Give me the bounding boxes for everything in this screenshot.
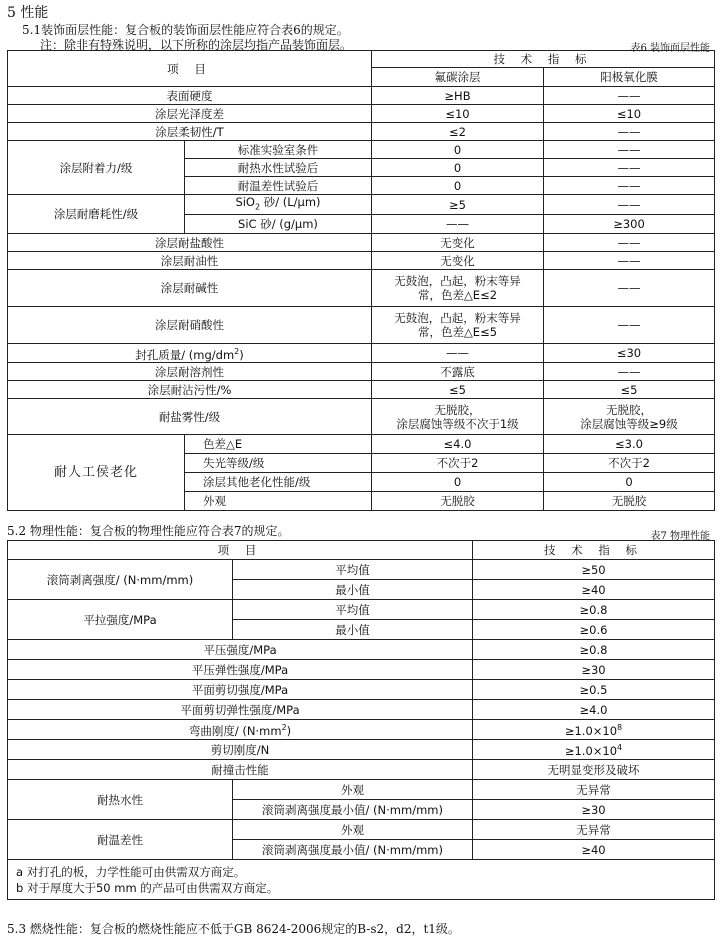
row-label: 剪切刚度/N xyxy=(8,740,473,760)
cell: —— xyxy=(544,307,715,344)
row-label: 耐盐雾性/级 xyxy=(8,399,372,435)
cell: $\ge 1.0\times 10^8$ xyxy=(473,720,715,740)
table-7-physical xyxy=(7,540,715,900)
table-row xyxy=(8,660,715,680)
group-label-peel: 滚筒剥离强度/ (N·mm/mm) xyxy=(8,560,233,600)
row-label: 表面硬度 xyxy=(8,87,372,105)
table-row xyxy=(8,363,715,381)
cell: 无鼓泡，凸起，粉末等异 常，色差△E≤2 xyxy=(372,270,544,307)
cell: ≥30 xyxy=(473,800,715,820)
clause-5-2: 5.2 物理性能：复合板的物理性能应符合表7的规定。 xyxy=(7,524,290,538)
row-label: 涂层耐沾污性/% xyxy=(8,381,372,399)
row-label: 最小值 xyxy=(233,580,473,600)
row-label: 弯曲刚度/ $(N\cdot mm^2)$ xyxy=(8,720,473,740)
table-6-decorative-layer xyxy=(7,50,715,511)
row-label: 滚筒剥离强度最小值/ (N·mm/mm) xyxy=(233,840,473,860)
cell: ≥5 xyxy=(372,195,544,215)
table-row xyxy=(8,720,715,740)
cell: ≥HB xyxy=(372,87,544,105)
table-row xyxy=(8,234,715,252)
cell: ≥0.8 xyxy=(473,600,715,620)
row-label: 涂层耐碱性 xyxy=(8,270,372,307)
row-label: 标准实验室条件 xyxy=(185,141,372,159)
cell: 不次于2 xyxy=(544,454,715,473)
cell: ≥40 xyxy=(473,840,715,860)
group-label-tensile: 平拉强度/MPa xyxy=(8,600,233,640)
cell: 无变化 xyxy=(372,234,544,252)
row-label: 涂层柔韧性/T xyxy=(8,123,372,141)
group-label-heat: 耐热水性 xyxy=(8,780,233,820)
cell: ≤2 xyxy=(372,123,544,141)
cell: —— xyxy=(544,252,715,270)
table-row xyxy=(8,195,715,215)
cell: 无脱胶 xyxy=(544,492,715,511)
table-row xyxy=(8,381,715,399)
row-label: 涂层其他老化性能/级 xyxy=(185,473,372,492)
group-label-abrasion: 涂层耐磨耗性/级 xyxy=(8,195,185,234)
table-row xyxy=(8,270,715,307)
row-label: 平面剪切强度/MPa xyxy=(8,680,473,700)
cell: 无异常 xyxy=(473,820,715,840)
footnote-b: b 对于厚度大于50 mm 的产品可由供需双方商定。 xyxy=(16,880,279,895)
cell: ≤4.0 xyxy=(372,435,544,454)
cell: ≥40 xyxy=(473,580,715,600)
cell: ≥50 xyxy=(473,560,715,580)
table-notes xyxy=(8,860,715,900)
row-label: 封孔质量/ $(mg/dm^2)$ xyxy=(8,344,372,363)
cell: —— xyxy=(544,363,715,381)
row-label: 最小值 xyxy=(233,620,473,640)
cell: —— xyxy=(544,141,715,159)
cell: 无鼓泡，凸起，粉末等异 常，色差△E≤5 xyxy=(372,307,544,344)
row-label: 外观 xyxy=(233,780,473,800)
table-row xyxy=(8,700,715,720)
cell: —— xyxy=(544,87,715,105)
table-row xyxy=(8,780,715,800)
cell: 无脱胶， 涂层腐蚀等级不次于1级 xyxy=(372,399,544,435)
cell: ≥0.8 xyxy=(473,640,715,660)
header-spec: 技 术 指 标 xyxy=(473,541,715,560)
row-label: 耐撞击性能 xyxy=(8,760,473,780)
table-row xyxy=(8,344,715,363)
row-label: 涂层光泽度差 xyxy=(8,105,372,123)
clause-5-3: 5.3 燃烧性能：复合板的燃烧性能应不低于GB 8624-2006规定的B-s2，d2，t1级。 xyxy=(7,922,460,936)
clause-5-1-note: 注：除非有特殊说明，以下所称的涂层均指产品装饰面层。 xyxy=(40,38,353,52)
cell: ≥300 xyxy=(544,215,715,234)
table-row xyxy=(8,435,715,454)
row-label: 涂层耐盐酸性 xyxy=(8,234,372,252)
cell: 无脱胶 xyxy=(372,492,544,511)
cell: $\ge 1.0\times 10^4$ xyxy=(473,740,715,760)
cell: ≤5 xyxy=(372,381,544,399)
cell: ≥0.6 xyxy=(473,620,715,640)
row-label: SiC 砂/ (g/μm) xyxy=(185,215,372,234)
table-row xyxy=(8,123,715,141)
cell: —— xyxy=(544,195,715,215)
row-label: SiO$_2$ 砂/ (L/μm) xyxy=(185,195,372,215)
table-row xyxy=(8,760,715,780)
cell: ≥4.0 xyxy=(473,700,715,720)
row-label: 平压强度/MPa xyxy=(8,640,473,660)
cell: ≤5 xyxy=(544,381,715,399)
table-row xyxy=(8,600,715,620)
row-label: 耐热水性试验后 xyxy=(185,159,372,177)
cell: 0 xyxy=(372,159,544,177)
row-label: 滚筒剥离强度最小值/ (N·mm/mm) xyxy=(233,800,473,820)
group-label-aging: 耐人工侯老化 xyxy=(8,435,185,511)
table-row xyxy=(8,680,715,700)
header-item: 项 目 xyxy=(8,51,372,87)
cell: ≤30 xyxy=(544,344,715,363)
header-spec: 技 术 指 标 xyxy=(372,51,715,68)
clause-5-1: 5.1装饰面层性能：复合板的装饰面层性能应符合表6的规定。 xyxy=(22,23,349,37)
cell: —— xyxy=(544,177,715,195)
cell: —— xyxy=(544,234,715,252)
table-row xyxy=(8,252,715,270)
row-label: 外观 xyxy=(185,492,372,511)
cell: 不次于2 xyxy=(372,454,544,473)
group-label-temp: 耐温差性 xyxy=(8,820,233,860)
row-label: 平均值 xyxy=(233,560,473,580)
cell: 0 xyxy=(372,177,544,195)
cell: ≥0.5 xyxy=(473,680,715,700)
row-label: 色差△E xyxy=(185,435,372,454)
row-label: 平压弹性强度/MPa xyxy=(8,660,473,680)
section-title: 5 性能 xyxy=(7,5,49,21)
row-label: 涂层耐硝酸性 xyxy=(8,307,372,344)
table-row xyxy=(8,307,715,344)
cell: 无明显变形及破坏 xyxy=(473,760,715,780)
cell: 0 xyxy=(372,141,544,159)
cell: —— xyxy=(372,344,544,363)
table-row xyxy=(8,141,715,159)
row-label: 耐温差性试验后 xyxy=(185,177,372,195)
row-label: 外观 xyxy=(233,820,473,840)
cell: 无异常 xyxy=(473,780,715,800)
table-row xyxy=(8,740,715,760)
cell: 0 xyxy=(372,473,544,492)
row-label: 涂层耐溶剂性 xyxy=(8,363,372,381)
cell: —— xyxy=(544,123,715,141)
table-row xyxy=(8,820,715,840)
row-label: 涂层耐油性 xyxy=(8,252,372,270)
group-label-adhesion: 涂层附着力/级 xyxy=(8,141,185,195)
cell: ≤10 xyxy=(372,105,544,123)
row-label: 平均值 xyxy=(233,600,473,620)
cell: ≤10 xyxy=(544,105,715,123)
header-anodized: 阳极氧化膜 xyxy=(544,68,715,87)
cell: 不露底 xyxy=(372,363,544,381)
table-row xyxy=(8,640,715,660)
cell: 无脱胶， 涂层腐蚀等级≥9级 xyxy=(544,399,715,435)
cell: —— xyxy=(372,215,544,234)
row-label: 失光等级/级 xyxy=(185,454,372,473)
table-row xyxy=(8,399,715,435)
header-fluorocarbon: 氟碳涂层 xyxy=(372,68,544,87)
footnote-a: a 对打孔的板，力学性能可由供需双方商定。 xyxy=(16,864,246,879)
footnotes xyxy=(8,860,715,900)
table-row xyxy=(8,105,715,123)
header-item: 项 目 xyxy=(8,541,473,560)
row-label: 平面剪切弹性强度/MPa xyxy=(8,700,473,720)
cell: —— xyxy=(544,270,715,307)
cell: ≤3.0 xyxy=(544,435,715,454)
table7-caption: 表7 物理性能 xyxy=(650,531,710,542)
cell: 无变化 xyxy=(372,252,544,270)
table6-caption: 表6 装饰面层性能 xyxy=(630,43,710,54)
cell: ≥30 xyxy=(473,660,715,680)
table-row xyxy=(8,87,715,105)
cell: —— xyxy=(544,159,715,177)
cell: 0 xyxy=(544,473,715,492)
table-row xyxy=(8,560,715,580)
